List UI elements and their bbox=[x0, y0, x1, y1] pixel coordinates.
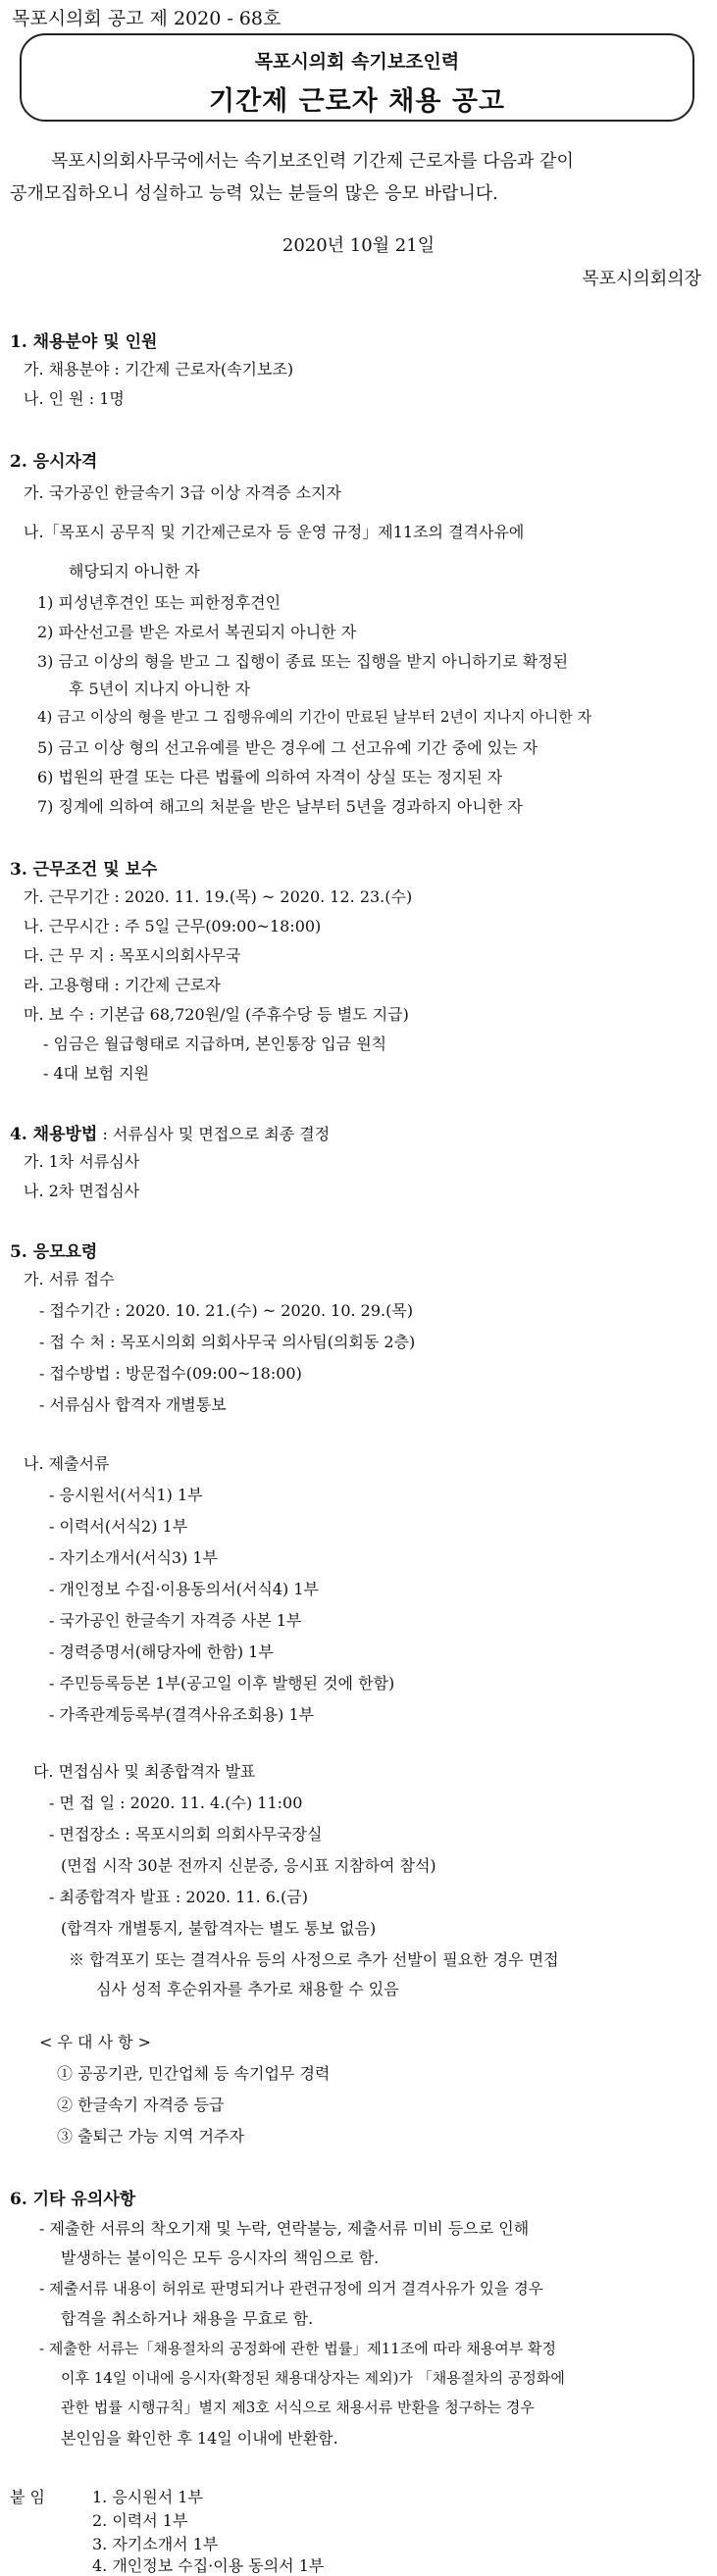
s2-sub-4: 4) 금고 이상의 형을 받고 그 집행유예의 기간이 만료된 날부터 2년이 지나지 아니한 자 bbox=[37, 708, 592, 726]
s5-c-3: (면접 시작 30분 전까지 신분증, 응시표 지참하여 참석) bbox=[61, 1856, 436, 1875]
s5-c-2: - 면접장소 : 목포시의회 의회사무국장실 bbox=[49, 1825, 323, 1844]
s5-a-4: - 서류심사 합격자 개별통보 bbox=[39, 1395, 227, 1414]
s3-item-c: 다. 근 무 지 : 목포시의회사무국 bbox=[24, 946, 241, 965]
s3-item-e-note1: - 임금은 월급형태로 지급하며, 본인통장 입금 원칙 bbox=[43, 1035, 387, 1053]
s2-sub-5: 5) 금고 이상 형의 선고유예를 받은 경우에 그 선고유예 기간 중에 있는 자 bbox=[37, 738, 538, 757]
notice-date: 2020년 10월 21일 bbox=[282, 235, 435, 256]
s5-c-6-line1: ※ 합격포기 또는 결격사유 등의 사정으로 추가 선발이 필요한 경우 면접 bbox=[69, 1950, 559, 1969]
s4-item-b: 나. 2차 면접심사 bbox=[24, 1182, 140, 1200]
s2-sub-2: 2) 파산선고를 받은 자로서 복권되지 아니한 자 bbox=[37, 623, 357, 641]
preference-2: ② 한글속기 자격증 등급 bbox=[57, 2096, 225, 2114]
s5-b-4: - 개인정보 수집·이용동의서(서식4) 1부 bbox=[49, 1580, 319, 1598]
s2-sub-6: 6) 법원의 판결 또는 다른 법률에 의하여 자격이 상실 또는 정지된 자 bbox=[37, 768, 503, 786]
s5-b-7: - 주민등록등본 1부(공고일 이후 발행된 것에 한함) bbox=[49, 1674, 395, 1692]
s5-c-5: (합격자 개별통지, 불합격자는 별도 통보 없음) bbox=[61, 1919, 377, 1938]
preference-1: ① 공공기관, 민간업체 등 속기업무 경력 bbox=[57, 2064, 331, 2083]
s4-item-a: 가. 1차 서류심사 bbox=[24, 1152, 140, 1171]
s2-item-b-line2: 해당되지 아니한 자 bbox=[69, 562, 200, 581]
s5-item-a: 가. 서류 접수 bbox=[24, 1270, 115, 1288]
s5-a-3: - 접수방법 : 방문접수(09:00~18:00) bbox=[39, 1364, 302, 1383]
s6-note-3-line3: 관한 법률 시행규칙」별지 제3호 서식으로 채용서류 반환을 청구하는 경우 bbox=[61, 2399, 535, 2416]
s6-note-3-line2: 이후 14일 이내에 응시자(확정된 채용대상자는 제외)가 「채용절차의 공정화에 bbox=[61, 2369, 565, 2387]
s1-item-a: 가. 채용분야 : 기간제 근로자(속기보조) bbox=[24, 360, 294, 379]
section-3-heading: 3. 근무조건 및 보수 bbox=[10, 860, 158, 880]
title-main: 기간제 근로자 채용 공고 bbox=[208, 86, 506, 117]
attachment-2: 2. 이력서 1부 bbox=[92, 2511, 188, 2530]
title-box bbox=[20, 33, 694, 122]
title-subtitle: 목포시의회 속기보조인력 bbox=[254, 51, 460, 73]
s3-item-a: 가. 근무기간 : 2020. 11. 19.(목) ~ 2020. 12. 23.(수) bbox=[24, 887, 413, 906]
s5-item-b: 나. 제출서류 bbox=[24, 1454, 110, 1473]
section-6-heading: 6. 기타 유의사항 bbox=[10, 2190, 136, 2209]
preference-3: ③ 출퇴근 가능 지역 거주자 bbox=[57, 2127, 244, 2146]
s1-item-b: 나. 인 원 : 1명 bbox=[24, 389, 125, 408]
s3-item-e: 마. 보 수 : 기본급 68,720원/일 (주휴수당 등 별도 지급) bbox=[24, 1005, 409, 1024]
s2-sub-1: 1) 피성년후견인 또는 피한정후견인 bbox=[37, 593, 282, 612]
s2-sub-3-line2: 후 5년이 지나지 아니한 자 bbox=[69, 680, 251, 698]
s3-item-e-note2: - 4대 보험 지원 bbox=[43, 1064, 150, 1083]
s6-note-2-line1: - 제출서류 내용이 허위로 판명되거나 관련규정에 의거 결격사유가 있을 경우 bbox=[39, 2280, 543, 2298]
section-5-heading: 5. 응모요령 bbox=[10, 1242, 98, 1262]
section-4-heading-bold: 4. 채용방법 bbox=[10, 1125, 98, 1144]
s5-b-6: - 경력증명서(해당자에 한함) 1부 bbox=[49, 1642, 274, 1661]
s5-b-8: - 가족관계등록부(결격사유조회용) 1부 bbox=[49, 1705, 315, 1724]
s3-item-b: 나. 근무시간 : 주 5일 근무(09:00~18:00) bbox=[24, 917, 322, 935]
s6-note-3-line4: 본인임을 확인한 후 14일 이내에 반환함. bbox=[61, 2429, 338, 2448]
s5-c-6-line2: 심사 성적 후순위자를 추가로 채용할 수 있음 bbox=[96, 1980, 399, 1998]
s5-a-2: - 접 수 처 : 목포시의회 의회사무국 의사팀(의회동 2층) bbox=[39, 1333, 416, 1351]
s5-b-2: - 이력서(서식2) 1부 bbox=[49, 1517, 188, 1536]
section-2-heading: 2. 응시자격 bbox=[10, 452, 98, 472]
s5-b-5: - 국가공인 한글속기 자격증 사본 1부 bbox=[49, 1611, 302, 1630]
s5-b-1: - 응시원서(서식1) 1부 bbox=[49, 1486, 203, 1504]
attachment-4: 4. 개인정보 수집·이용 동의서 1부 bbox=[92, 2556, 325, 2575]
s2-item-a: 가. 국가공인 한글속기 3급 이상 자격증 소지자 bbox=[24, 483, 341, 502]
s5-item-c: 다. 면접심사 및 최종합격자 발표 bbox=[33, 1762, 256, 1781]
s5-b-3: - 자기소개서(서식3) 1부 bbox=[49, 1548, 219, 1567]
s5-a-1: - 접수기간 : 2020. 10. 21.(수) ~ 2020. 10. 29.(목) bbox=[39, 1301, 414, 1320]
notice-number: 목포시의회 공고 제 2020 - 68호 bbox=[12, 8, 282, 29]
s6-note-1-line1: - 제출한 서류의 착오기재 및 누락, 연락불능, 제출서류 미비 등으로 인해 bbox=[39, 2219, 530, 2238]
s2-item-b-line1: 나.「목포시 공무직 및 기간제근로자 등 운영 규정」제11조의 결격사유에 bbox=[24, 523, 525, 541]
attachment-3: 3. 자기소개서 1부 bbox=[92, 2535, 219, 2553]
section-4-heading bbox=[10, 1120, 330, 1144]
s3-item-d: 라. 고용형태 : 기간제 근로자 bbox=[24, 976, 221, 994]
s2-sub-3-line1: 3) 금고 이상의 형을 받고 그 집행이 종료 또는 집행을 받지 아니하기로 확정된 bbox=[37, 652, 569, 671]
intro-line-2: 공개모집하오니 성실하고 능력 있는 분들의 많은 응모 바랍니다. bbox=[10, 183, 498, 204]
s5-c-4: - 최종합격자 발표 : 2020. 11. 6.(금) bbox=[49, 1888, 308, 1906]
s6-note-1-line2: 발생하는 불이익은 모두 응시자의 책임으로 함. bbox=[61, 2248, 380, 2267]
s6-note-2-line2: 합격을 취소하거나 채용을 무효로 함. bbox=[61, 2309, 314, 2328]
intro-line-1: 목포시의회사무국에서는 속기보조인력 기간제 근로자를 다음과 같이 bbox=[51, 151, 574, 172]
s5-c-1: - 면 접 일 : 2020. 11. 4.(수) 11:00 bbox=[49, 1793, 303, 1812]
section-1-heading: 1. 채용분야 및 인원 bbox=[10, 332, 158, 352]
attachment-label: 붙 임 bbox=[10, 2488, 45, 2506]
intro-paragraph bbox=[10, 145, 706, 210]
preference-title: < 우 대 사 항 > bbox=[39, 2033, 152, 2051]
s6-note-3-line1: - 제출한 서류는「채용절차의 공정화에 관한 법률」제11조에 따라 채용여부 확정 bbox=[39, 2340, 557, 2357]
s2-sub-7: 7) 징계에 의하여 해고의 처분을 받은 날부터 5년을 경과하지 아니한 자 bbox=[37, 797, 523, 816]
attachment-1: 1. 응시원서 1부 bbox=[92, 2488, 203, 2506]
issuer: 목포시의회의장 bbox=[582, 269, 701, 289]
section-4-heading-rest: : 서류심사 및 면접으로 최종 결정 bbox=[97, 1125, 331, 1143]
